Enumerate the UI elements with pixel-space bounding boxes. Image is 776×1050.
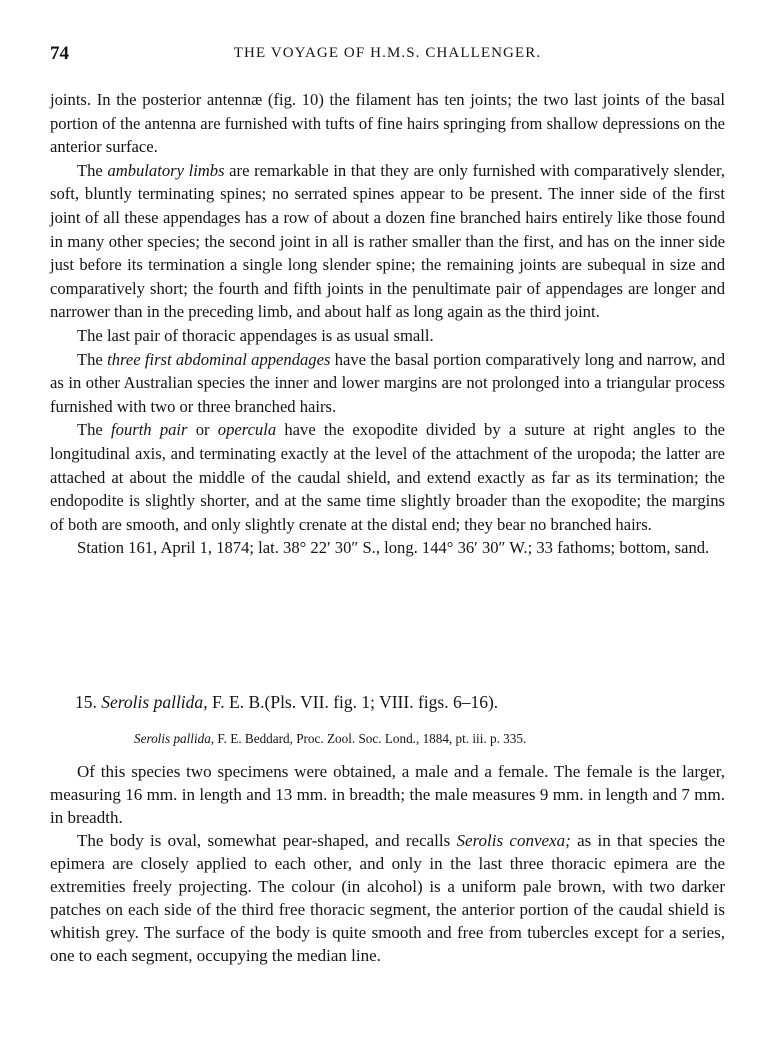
text-run: have the exopodite divided by a suture at right angles to the longitudinal axis, and terminating exactly at the level of the attachment of the uropoda; the latter are attached at about the middle of the caudal shield, and extend exactly as far as its termination; the endopodite is slightly shorter, and at the same time slightly broader than the exopodite; the margins of both are smooth, and only slightly crenate at the distal end; they bear no branched hairs. <box>50 420 726 534</box>
text-run: are remarkable in that they are only furnished with comparatively slender, soft, bluntly terminating spines; no serrated spines appear to be present. The inner side of the first joint of all these appendages has a row of about a dozen fine branched hairs entirely like those found in many other species; the second joint in all is rather smaller than the first, and has on the inner side just before its termination a single long slender spine; the remaining joints are subequal in size and comparatively short; the fourth and fifth joints in the penultimate pair of appendages are longer and narrower than in the preceding limb, and about half as long again as the third joint. <box>50 160 725 322</box>
paragraph-antennae <box>50 88 725 159</box>
italic-term: three first abdominal appendages <box>107 349 331 369</box>
italic-term: ambulatory limbs <box>107 160 225 180</box>
text-run: The <box>77 420 112 440</box>
italic-term: fourth pair <box>111 420 188 440</box>
text-run: The <box>77 160 108 180</box>
paragraph-body-shape <box>50 829 725 967</box>
species-heading <box>75 692 715 713</box>
text-run: Of this species two specimens were obtained, a male and a female. The female is the larger, measuring 16 mm. in length and 13 mm. in breadth; the male measures 9 mm. in length and 7 mm. in breadth. <box>50 762 725 827</box>
species-description <box>50 760 725 967</box>
text-run: or <box>187 420 218 440</box>
running-title: THE VOYAGE OF H.M.S. CHALLENGER. <box>233 45 542 61</box>
main-text <box>50 88 725 560</box>
paragraph-abdominal-appendages <box>50 348 725 419</box>
citation-text: , F. E. Beddard, Proc. Zool. Soc. Lond., 1884, pt. iii. p. 335. <box>210 731 527 746</box>
page-header <box>50 43 725 67</box>
paragraph-ambulatory-limbs <box>50 159 725 324</box>
text-run: have the basal portion comparatively long and narrow, and as in other Australian species the inner and lower margins are not prolonged into a triangular process furnished with two or three branched hairs. <box>50 349 726 416</box>
paragraph-opercula <box>50 418 725 536</box>
text-run: joints. In the posterior antennæ (fig. 10) the filament has ten joints; the two last joints of the basal portion of the antenna are furnished with tufts of fine hairs springing from shallow depressions on the anterior surface. <box>50 90 725 157</box>
italic-term: opercula <box>217 420 277 440</box>
text-run: The body is oval, somewhat pear-shaped, and recalls <box>77 831 457 850</box>
synonym-citation <box>134 731 734 747</box>
text-run: The last pair of thoracic appendages is as usual small. <box>77 325 434 345</box>
page-number: 74 <box>50 43 69 64</box>
paragraph-station <box>50 536 725 560</box>
paragraph-specimens <box>50 760 725 829</box>
text-run: Station 161, April 1, 1874; lat. 38° 22′ 30″ S., long. 144° 36′ 30″ W.; 33 fathoms; bottom, sand. <box>77 538 710 558</box>
synonym-name: Serolis pallida <box>134 731 211 746</box>
paragraph-thoracic-appendages <box>50 324 725 348</box>
text-run: The <box>77 349 108 369</box>
species-name: Serolis pallida <box>101 692 204 712</box>
species-authority: , F. E. B.(Pls. VII. fig. 1; VIII. figs. 6–16). <box>203 692 499 712</box>
species-number: 15. <box>75 692 97 712</box>
text-run: as in that species the epimera are closely applied to each other, and only in the last three thoracic epimera are the extremities freely projecting. The colour (in alcohol) is a uniform pale brown, with two darker patches on each side of the third free thoracic segment, the anterior portion of the caudal shield is whitish grey. The surface of the body is quite smooth and free from tubercles except for a series, one to each segment, occupying the median line. <box>50 831 725 965</box>
italic-term: Serolis convexa; <box>456 831 571 850</box>
